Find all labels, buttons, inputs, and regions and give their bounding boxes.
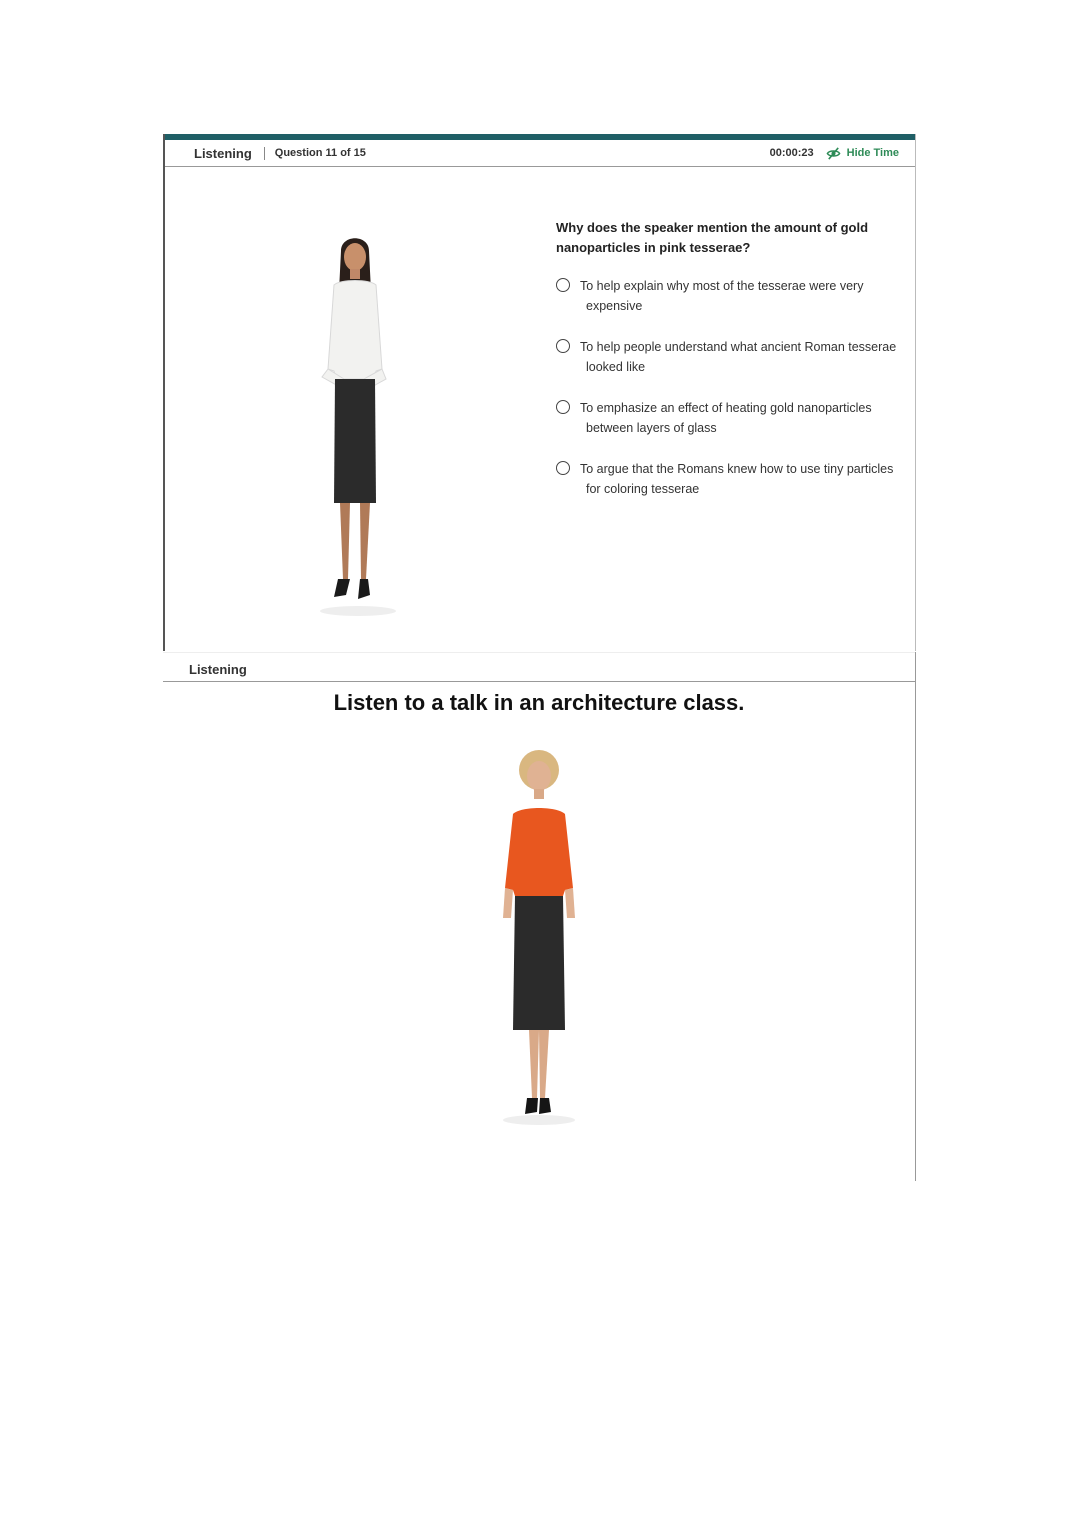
option-text-line-2: looked like <box>586 360 646 374</box>
question-line-1: Why does the speaker mention the amount of gold <box>556 220 869 235</box>
question-screen <box>163 134 916 651</box>
question-counter: Question 11 of 15 <box>274 147 366 159</box>
answer-option-2[interactable] <box>556 337 901 377</box>
question-header <box>165 140 915 167</box>
timer-area <box>770 146 899 161</box>
hide-time-label: Hide Time <box>846 147 899 159</box>
radio-button[interactable] <box>556 339 570 353</box>
option-text <box>580 398 872 438</box>
question-line-2: nanoparticles in pink tesserae? <box>556 240 751 255</box>
lecturer-image <box>493 748 585 1128</box>
listening-intro-screen <box>163 652 916 1181</box>
option-text <box>580 276 863 316</box>
talk-title: Listen to a talk in an architecture class. <box>333 690 745 715</box>
timer: 00:00:23 <box>769 147 814 159</box>
option-text-line-2: between layers of glass <box>586 421 717 435</box>
section-label: Listening <box>189 662 247 677</box>
option-text-line-1: To emphasize an effect of heating gold nanoparticles <box>580 401 872 415</box>
option-text-line-2: expensive <box>586 299 643 313</box>
option-text-line-1: To argue that the Romans knew how to use tiny particles <box>580 462 894 476</box>
radio-button[interactable] <box>556 278 570 292</box>
section-label: Listening <box>194 145 252 161</box>
option-text-line-1: To help people understand what ancient Roman tesserae <box>580 340 897 354</box>
option-text-line-2: for coloring tesserae <box>586 482 700 496</box>
answer-option-1[interactable] <box>556 276 901 316</box>
question-text <box>556 218 901 258</box>
option-text <box>580 459 893 499</box>
radio-button[interactable] <box>556 461 570 475</box>
option-text <box>580 337 896 377</box>
header-divider <box>264 147 265 160</box>
option-text-line-1: To help explain why most of the tesserae were very <box>580 279 864 293</box>
speaker-image <box>310 229 400 619</box>
question-panel <box>556 218 901 520</box>
hide-time-button[interactable] <box>826 146 899 161</box>
answer-option-3[interactable] <box>556 398 901 438</box>
listening-header <box>163 652 915 682</box>
answer-option-4[interactable] <box>556 459 901 499</box>
eye-slash-icon <box>826 146 841 161</box>
radio-button[interactable] <box>556 400 570 414</box>
